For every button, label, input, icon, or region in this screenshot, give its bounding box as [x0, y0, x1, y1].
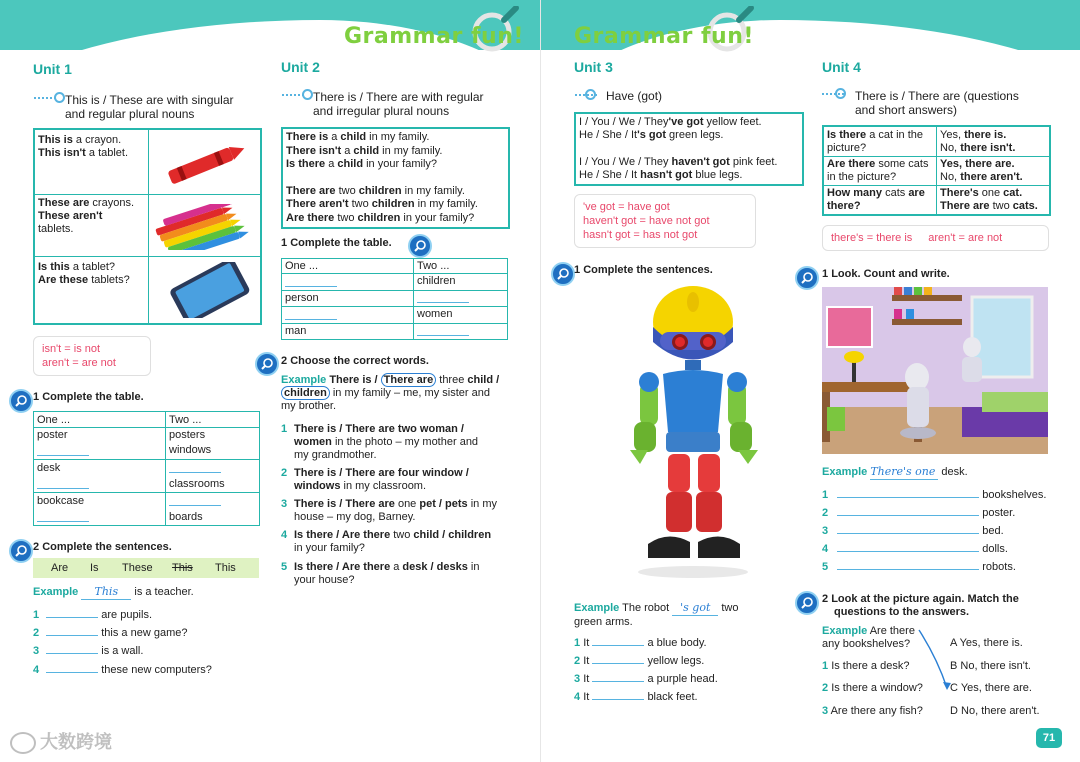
unit1-item: 2 this a new game? [33, 627, 188, 639]
unit2-item: 4 Is there / Are there two child / children in your family? [281, 529, 492, 554]
unit2-title: Unit 2 [281, 59, 320, 75]
unit2-item: 5 Is there / Are there a desk / desks in your house? [281, 561, 480, 586]
page-spine [540, 0, 541, 762]
unit1-ex2-title: 2 Complete the sentences. [33, 541, 172, 553]
exercise-icon [9, 389, 33, 413]
unit4-example: Example There's one desk. [822, 465, 968, 478]
exercise-icon [408, 234, 432, 258]
answer-blank[interactable] [37, 488, 89, 489]
word-chip-used: This [172, 562, 193, 574]
word-chip: These [122, 562, 153, 574]
grammar-row: This is a crayon. This isn't a tablet. [38, 134, 129, 159]
table-cell: children [417, 275, 456, 287]
table-cell: desk [37, 462, 61, 474]
exercise-icon [795, 591, 819, 615]
unit1-wordbank [33, 558, 259, 578]
table-cell: women [417, 308, 453, 320]
unit4-question: 2 Is there a window? [822, 682, 923, 694]
exercise-icon [9, 539, 33, 563]
exercise-icon [551, 262, 575, 286]
unit1-focus: This is / These are with singular and regular plural nouns [65, 93, 234, 121]
unit4-answer: A Yes, there is. [950, 637, 1023, 649]
unit4-question: 3 Are there any fish? [822, 705, 923, 717]
unit1-example: Example This is a teacher. [33, 585, 194, 598]
word-chip: This [215, 562, 236, 574]
unit3-ex1-title: 1 Complete the sentences. [574, 264, 713, 276]
unit4-item: 2 poster. [822, 507, 1016, 519]
focus-marker [282, 94, 304, 98]
unit3-focus: Have (got) [606, 89, 663, 103]
answer-blank[interactable] [169, 505, 221, 506]
room-image [822, 287, 1048, 454]
unit2-ex1-table [281, 258, 508, 340]
unit1-ex1-title: 1 Complete the table. [33, 391, 144, 403]
table-cell: posters [169, 429, 206, 441]
watermark: 大数跨境 [10, 728, 112, 754]
unit4-item: 1 bookshelves. [822, 489, 1047, 501]
answer-blank[interactable] [285, 286, 337, 287]
unit4-question: 1 Is there a desk? [822, 660, 910, 672]
focus-marker-ring [302, 89, 313, 100]
unit1-title: Unit 1 [33, 61, 72, 77]
unit4-ex1-title: 1 Look. Count and write. [822, 268, 950, 280]
unit3-example: Example The robot 's got two green arms. [574, 601, 739, 628]
unit4-item: 5 robots. [822, 561, 1016, 573]
unit1-ex1-table [33, 411, 260, 526]
table-cell: person [285, 292, 319, 304]
unit2-ex2-title: 2 Choose the correct words. [281, 355, 429, 367]
unit4-answer: C Yes, there are. [950, 682, 1032, 694]
unit1-grammar-box [33, 128, 262, 325]
unit1-item: 1 are pupils. [33, 609, 153, 621]
grammar-row: These are crayons. These aren't tablets. [38, 197, 135, 235]
answer-blank[interactable] [169, 472, 221, 473]
table-cell: One ... [285, 260, 319, 272]
table-cell: classrooms [169, 478, 225, 490]
unit3-item: 3 It a purple head. [574, 673, 718, 685]
unit2-focus: There is / There are with regular and irregular plural nouns [313, 90, 484, 118]
unit4-ex2-example: Example Are there any bookshelves? [822, 625, 915, 650]
page-title-right: Grammar fun! [574, 24, 754, 49]
unit1-item: 3 is a wall. [33, 645, 144, 657]
answer-blank[interactable] [417, 335, 469, 336]
table-cell: Two ... [169, 414, 202, 426]
unit3-item: 2 It yellow legs. [574, 655, 705, 667]
unit4-answer: D No, there aren't. [950, 705, 1040, 717]
page-title-left: Grammar fun! [344, 24, 524, 49]
focus-marker [34, 97, 56, 101]
unit2-item: 2 There is / There are four window / windows in my classroom. [281, 467, 469, 492]
unit2-grammar-box: There is a child in my family. There isn't a child in my family. Is there a child in your family? There are two children in my family. There aren't two children in my family. Are there two children in your family? [281, 127, 510, 229]
unit2-ex1-title: 1 Complete the table. [281, 237, 392, 249]
answer-blank[interactable] [37, 521, 89, 522]
unit3-item: 1 It a blue body. [574, 637, 707, 649]
unit4-title: Unit 4 [822, 59, 861, 75]
answer-blank[interactable] [285, 319, 337, 320]
unit4-focus: There is / There are (questions and short answers) [855, 89, 1019, 117]
unit3-contractions: 've got = have got haven't got = have not got hasn't got = has not got [574, 194, 756, 248]
unit2-example: Example There is / There are three child / children in my family – me, my sister and my brother. [281, 374, 500, 412]
unit1-contractions: isn't = is not aren't = are not [33, 336, 151, 376]
table-cell: One ... [37, 414, 71, 426]
focus-marker-ring [585, 89, 596, 100]
robot-image [618, 282, 768, 582]
unit4-grammar-box: Is there a cat in the picture? Yes, there is. No, there isn't. Are there some cats in the picture? Yes, there are. No, there aren't. How many cats are there? There's one cat. There are two cats. [822, 125, 1051, 216]
table-cell: man [285, 325, 307, 337]
table-cell: windows [169, 444, 212, 456]
unit3-item: 4 It black feet. [574, 691, 698, 703]
table-cell: poster [37, 429, 68, 441]
unit4-item: 4 dolls. [822, 543, 1008, 555]
unit4-answer: B No, there isn't. [950, 660, 1031, 672]
crayon-image [157, 138, 252, 188]
tablet-image [163, 262, 253, 318]
unit1-item: 4 these new computers? [33, 664, 212, 676]
table-cell: boards [169, 511, 203, 523]
unit4-item: 3 bed. [822, 525, 1004, 537]
unit3-grammar-box: I / You / We / They've got yellow feet. He / She / It's got green legs. I / You / We / They haven't got pink feet. He / She / It hasn't got blue legs. [574, 112, 804, 186]
unit2-item: 3 There is / There are one pet / pets in my house – my dog, Barney. [281, 498, 497, 523]
focus-marker-ring [54, 92, 65, 103]
table-cell: Two ... [417, 260, 450, 272]
word-chip: Are [51, 562, 69, 574]
word-chip: Is [90, 562, 99, 574]
unit2-item: 1 There is / There are two woman / women in the photo – my mother and my grandmother. [281, 423, 479, 461]
crayons-image [151, 204, 257, 250]
unit3-title: Unit 3 [574, 59, 613, 75]
unit4-contractions: there's = there is aren't = are not [822, 225, 1049, 251]
exercise-icon [795, 266, 819, 290]
grammar-row: Is this a tablet? Are these tablets? [38, 261, 130, 286]
unit4-ex2-title: 2 Look at the picture again. Match the questions to the answers. [822, 593, 1019, 618]
focus-marker-ring [835, 88, 846, 99]
page-number: 71 [1036, 728, 1062, 748]
exercise-icon [255, 352, 279, 376]
answer-blank[interactable] [37, 455, 89, 456]
answer-blank[interactable] [417, 302, 469, 303]
table-cell: bookcase [37, 495, 85, 507]
